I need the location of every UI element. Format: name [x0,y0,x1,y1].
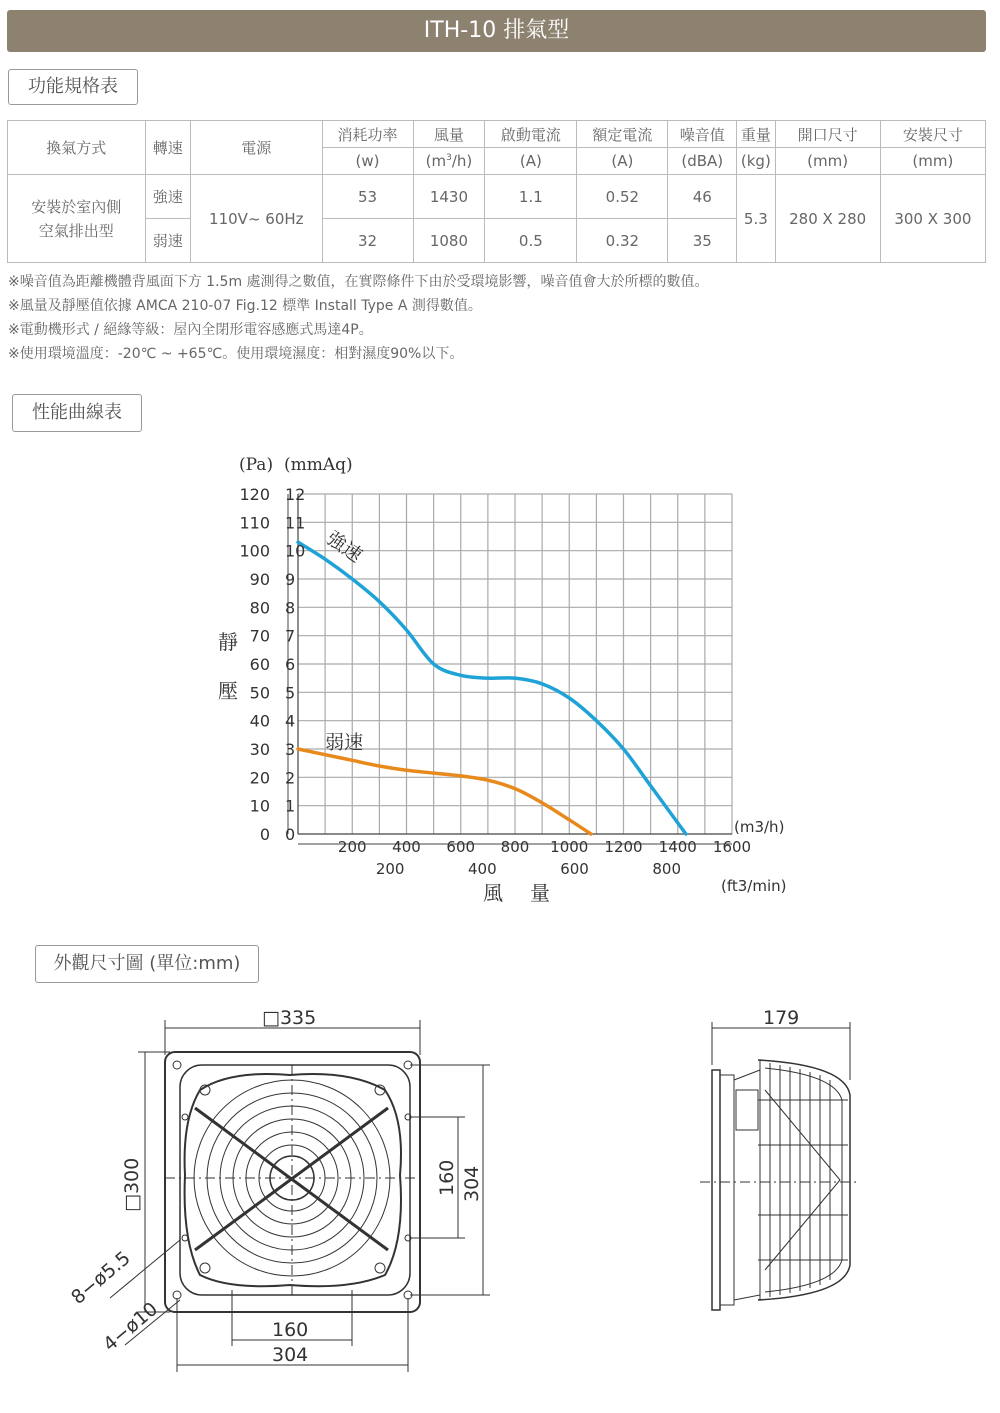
cell-power: 110V~ 60Hz [191,175,322,263]
series-line-low [298,749,591,834]
y-tick-mmaq: 1 [285,796,296,816]
mode-line-2: 空氣排出型 [38,221,114,240]
x-axis-label-1: 風 [483,881,503,905]
notes [8,270,709,366]
cell-watt-high: 53 [322,175,413,219]
header-mode: 換氣方式 [8,121,146,175]
y-tick-mmaq: 0 [285,825,296,844]
y-tick-pa: 50 [249,683,270,703]
y-tick-pa: 0 [259,825,270,844]
y-tick-pa: 30 [249,740,270,759]
page-title: ITH-10 排氣型 [7,10,986,52]
y-tick-mmaq: 6 [285,655,296,674]
x-tick-ftmin: 600 [560,860,589,878]
header-watt: 消耗功率 [322,121,413,148]
cell-airflow-low: 1080 [413,219,485,263]
x-tick-m3h: 800 [500,838,530,856]
y-tick-mmaq: 8 [285,598,296,618]
section-label-curve: 性能曲線表 [12,394,142,432]
y-tick-mmaq: 5 [285,683,296,703]
dim-label-width: □335 [262,1007,317,1029]
x-tick-m3h: 1000 [550,838,589,856]
header-airflow: 風量 [413,121,485,148]
note-item: ※風量及靜壓值依據 AMCA 210-07 Fig.12 標準 Install Type A 測得數值。 [8,298,482,314]
front-view-drawing [60,995,520,1405]
cell-rated-high: 0.52 [577,175,668,219]
unit-airflow: $(m^3/h)$ [413,148,485,175]
y-tick-mmaq: 9 [285,570,296,589]
y-tick-pa: 80 [249,598,270,618]
cell-mode [8,175,146,263]
y-unit-pa: (Pa) [239,455,274,475]
cell-speed-low: 弱速 [145,219,191,263]
header-install: 安裝尺寸 [880,121,985,148]
side-view-drawing [690,995,870,1315]
y-axis-label-1: 靜 [218,630,238,654]
header-weight: 重量 [737,121,775,148]
cell-noise-high: 46 [668,175,737,219]
y-tick-mmaq: 4 [285,711,296,731]
y-tick-mmaq: 7 [285,626,296,646]
x-tick-m3h: 1400 [658,838,697,856]
section-label-spec: 功能規格表 [8,69,138,105]
y-tick-pa: 10 [249,796,270,816]
x-tick-ftmin: 800 [652,860,682,878]
unit-install: (mm) [880,148,985,175]
cell-weight: 5.3 [737,175,775,263]
series-line-high [298,542,686,834]
unit-watt: (w) [322,148,413,175]
performance-chart [0,440,1000,920]
dim-label-height: □300 [121,1157,143,1212]
chart-series [298,542,686,834]
section-label-dims: 外觀尺寸圖 (單位:mm) [35,945,259,983]
header-speed: 轉速 [145,121,191,175]
cell-start-high: 1.1 [485,175,577,219]
y-tick-pa: 40 [249,711,270,731]
dim-label-outer-w: 304 [272,1344,309,1366]
note-item: ※噪音值為距離機體背風面下方 1.5m 處測得之數值，在實際條件下由於受環境影響，噪音值會大於所標的數值。 [8,274,709,290]
note-item: ※使用環境溫度：-20℃ ~ +65℃。使用環境濕度：相對濕度90%以下。 [8,346,464,362]
unit-noise: (dBA) [668,148,737,175]
cell-watt-low: 32 [322,219,413,263]
x-tick-ftmin: 400 [468,860,497,878]
y-tick-pa: 100 [239,541,270,561]
dim-label-depth: 179 [763,1007,800,1029]
cell-install: 300 X 300 [880,175,985,263]
x-axis-label-2: 量 [530,881,550,905]
unit-weight: (kg) [737,148,775,175]
x-tick-m3h: 200 [337,838,367,856]
cell-opening: 280 X 280 [775,175,880,263]
dim-label-inner-h: 160 [436,1159,458,1196]
cell-rated-low: 0.32 [577,219,668,263]
y-tick-mmaq: 12 [285,485,306,504]
y-tick-mmaq: 2 [285,768,296,788]
dim-label-hole-small: 8−ø5.5 [67,1247,135,1309]
y-unit-mmaq: (mmAq) [284,455,353,475]
y-tick-pa: 110 [239,513,270,533]
x-tick-m3h: 600 [446,838,476,856]
unit-start-current: (A) [485,148,577,175]
x-tick-m3h: 1200 [604,838,643,856]
note-item: ※電動機形式 / 絕緣等級：屋內全閉形電容感應式馬達4P。 [8,322,373,338]
unit-rated-current: (A) [577,148,668,175]
x-tick-m3h: 400 [392,838,421,856]
y-tick-pa: 60 [249,655,270,674]
y-axis-label-2: 壓 [218,679,238,703]
dim-label-outer-h: 304 [461,1165,483,1202]
header-opening: 開口尺寸 [775,121,880,148]
series-label-low: 弱速 [325,731,364,754]
x-tick-m3h: 1600 [712,838,752,856]
cell-airflow-high: 1430 [413,175,485,219]
y-tick-pa: 90 [249,570,270,589]
chart-grid [298,494,732,834]
y-tick-pa: 120 [239,485,270,504]
dim-label-hole-large: 4−ø10 [99,1297,163,1356]
y-tick-mmaq: 3 [285,740,296,759]
unit-opening: (mm) [775,148,880,175]
y-tick-pa: 70 [249,626,270,646]
cell-start-low: 0.5 [485,219,577,263]
header-noise: 噪音值 [668,121,737,148]
y-tick-mmaq: 11 [285,513,306,533]
y-tick-mmaq: 10 [285,541,306,561]
spec-table [7,120,986,263]
cell-noise-low: 35 [668,219,737,263]
x-tick-ftmin: 200 [375,860,405,878]
series-label-high: 強速 [322,527,367,568]
header-start-current: 啟動電流 [485,121,577,148]
mode-line-1: 安裝於室內側 [31,197,122,216]
x-unit-ftmin: (ft3/min) [721,877,787,895]
x-unit-m3h: (m3/h) [734,818,785,836]
header-rated-current: 額定電流 [577,121,668,148]
dim-label-inner-w: 160 [272,1319,309,1341]
cell-speed-high: 強速 [145,175,191,219]
y-tick-pa: 20 [249,768,270,788]
header-power: 電源 [191,121,322,175]
